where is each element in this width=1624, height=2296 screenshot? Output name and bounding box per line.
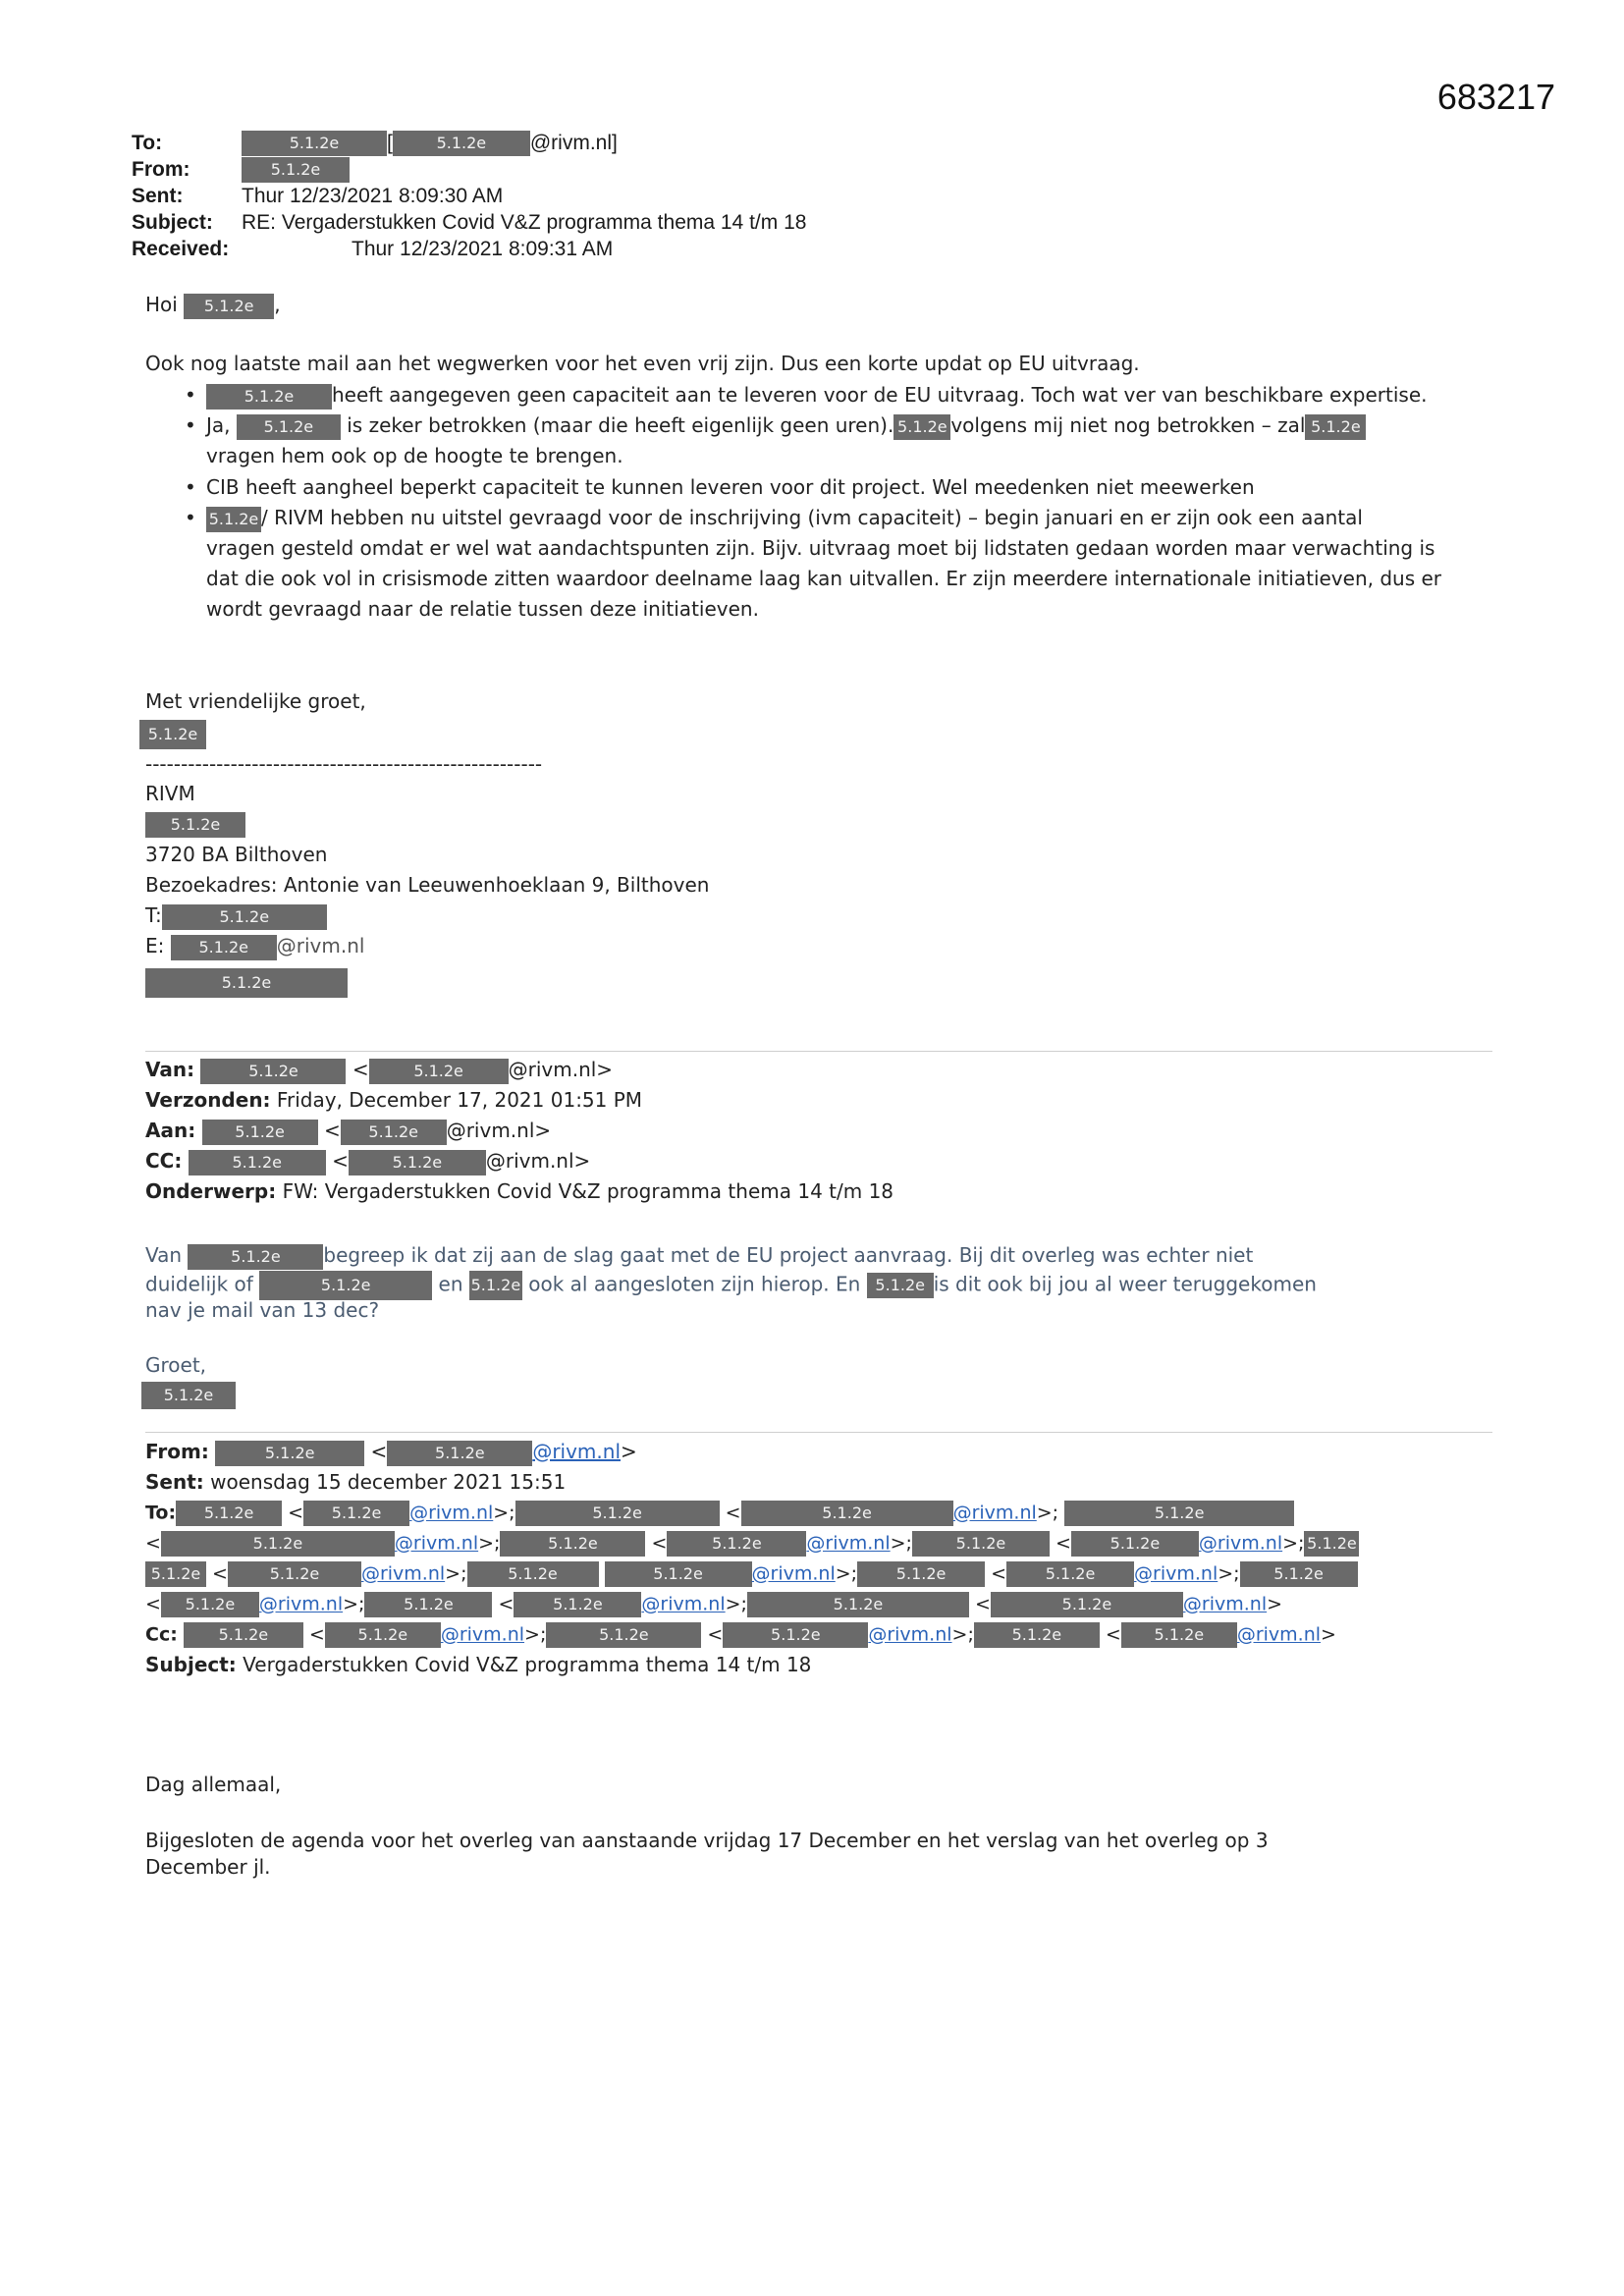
greeting: Hoi 5.1.2e , [145, 293, 281, 319]
redaction: 5.1.2e [200, 1059, 346, 1084]
redaction: 5.1.2e [515, 1501, 720, 1526]
redaction: 5.1.2e [747, 1592, 969, 1617]
redaction: 5.1.2e [202, 1120, 318, 1145]
bullet-4-line2: vragen gesteld omdat er wel wat aandachtspunten zijn. Bijv. uitvraag moet bij lidstaten gedaan worden maar verwachting is [206, 536, 1435, 560]
redaction: 5.1.2e [667, 1531, 806, 1557]
signature-phone: T: 5.1.2e [145, 903, 327, 930]
redaction: 5.1.2e [546, 1622, 701, 1648]
redaction: 5.1.2e [1304, 1531, 1359, 1557]
redaction: 5.1.2e [469, 1271, 522, 1300]
redaction: 5.1.2e [1121, 1622, 1237, 1648]
redaction: 5.1.2e [723, 1622, 868, 1648]
redaction: 5.1.2e [991, 1592, 1183, 1617]
m2-cc: CC: 5.1.2e < 5.1.2e @rivm.nl> [145, 1149, 590, 1175]
redaction: 5.1.2e [189, 1150, 326, 1175]
redaction: 5.1.2e [393, 131, 530, 156]
redaction: 5.1.2e [500, 1531, 645, 1557]
header-to: To: 5.1.2e [ 5.1.2e @rivm.nl] [132, 130, 618, 156]
m2-para-line1: Van 5.1.2e begreep ik dat zij aan de slag gaat met de EU project aanvraag. Bij dit overleg was echter niet [145, 1243, 1253, 1270]
redaction: 5.1.2e [145, 1561, 206, 1587]
m3-to-line4: < 5.1.2e @rivm.nl>; 5.1.2e < 5.1.2e @rivm.nl>; 5.1.2e < 5.1.2e @rivm.nl> [145, 1592, 1282, 1617]
redaction: 5.1.2e [1071, 1531, 1199, 1557]
bullet-4-line3: dat die ook vol in crisismode zitten waardoor deelname laag kan uitvallen. Er zijn meerdere internationale initiatieven, dus er [206, 567, 1442, 590]
m3-subject: Subject: Vergaderstukken Covid V&Z programma thema 14 t/m 18 [145, 1653, 812, 1676]
redaction: 5.1.2e [145, 968, 348, 998]
bullet-3: • CIB heeft aangheel beperkt capaciteit te kunnen leveren voor dit project. Wel meedenken niet meewerken [206, 475, 1255, 499]
closing: Met vriendelijke groet, [145, 689, 366, 713]
m2-para-line3: nav je mail van 13 dec? [145, 1298, 380, 1322]
signature-org: RIVM [145, 782, 195, 805]
header-received: Received: Thur 12/23/2021 8:09:31 AM [132, 238, 614, 260]
redaction: 5.1.2e [1240, 1561, 1358, 1587]
redaction: 5.1.2e [364, 1592, 492, 1617]
m2-van: Van: 5.1.2e < 5.1.2e @rivm.nl> [145, 1058, 613, 1084]
m2-aan: Aan: 5.1.2e < 5.1.2e @rivm.nl> [145, 1119, 551, 1145]
m3-greeting: Dag allemaal, [145, 1773, 282, 1796]
bullet-1: • 5.1.2e heeft aangegeven geen capaciteit aan te leveren voor de EU uitvraag. Toch wat ver van beschikbare expertise. [206, 383, 1428, 410]
m2-onderwerp: Onderwerp: FW: Vergaderstukken Covid V&Z programma thema 14 t/m 18 [145, 1179, 894, 1203]
m3-from: From: 5.1.2e < 5.1.2e @rivm.nl> [145, 1440, 637, 1466]
signature-dept [145, 812, 245, 838]
redaction: 5.1.2e [141, 1382, 236, 1409]
redaction: 5.1.2e [215, 1441, 364, 1466]
header-subject: Subject: RE: Vergaderstukken Covid V&Z programma thema 14 t/m 18 [132, 211, 807, 234]
m3-body-line1: Bijgesloten de agenda voor het overleg van aanstaande vrijdag 17 December en het verslag van het overleg op 3 [145, 1829, 1269, 1852]
intro-text: Ook nog laatste mail aan het wegwerken voor het even vrij zijn. Dus een korte updat op EU uitvraag. [145, 352, 1140, 375]
m3-sent: Sent: woensdag 15 december 2021 15:51 [145, 1470, 567, 1494]
header-sent: Sent: Thur 12/23/2021 8:09:30 AM [132, 185, 504, 207]
redaction: 5.1.2e [206, 384, 332, 410]
redaction: 5.1.2e [1064, 1501, 1294, 1526]
m3-to-line2: < 5.1.2e @rivm.nl>; 5.1.2e < 5.1.2e @rivm.nl>; 5.1.2e < 5.1.2e @rivm.nl>; 5.1.2e [145, 1531, 1359, 1557]
redaction: 5.1.2e [139, 720, 206, 749]
redaction: 5.1.2e [161, 1531, 395, 1557]
redaction: 5.1.2e [467, 1561, 599, 1587]
m3-body-line2: December jl. [145, 1855, 271, 1879]
redaction: 5.1.2e [514, 1592, 641, 1617]
redaction: 5.1.2e [184, 1622, 303, 1648]
redaction: 5.1.2e [912, 1531, 1050, 1557]
redaction: 5.1.2e [145, 812, 245, 838]
redaction: 5.1.2e [206, 507, 261, 532]
redaction: 5.1.2e [341, 1120, 447, 1145]
bullet-2-cont: vragen hem ook op de hoogte te brengen. [206, 444, 623, 467]
redaction: 5.1.2e [893, 414, 950, 440]
divider [145, 1051, 1492, 1052]
redaction: 5.1.2e [242, 157, 350, 183]
signature-postal: 3720 BA Bilthoven [145, 843, 328, 866]
signature-dashes: -------------------------------------------------------- [145, 752, 543, 776]
signature-extra [145, 968, 348, 998]
redaction: 5.1.2e [857, 1561, 985, 1587]
redaction: 5.1.2e [161, 1592, 259, 1617]
bullet-4-line4: wordt gevraagd naar de relatie tussen deze initiatieven. [206, 597, 759, 621]
bullet-4: • 5.1.2e / RIVM hebben nu uitstel gevraagd voor de inschrijving (ivm capaciteit) – begin januari en er zijn ook een aantal [206, 506, 1363, 532]
redaction: 5.1.2e [369, 1059, 509, 1084]
m3-to-line1: To: 5.1.2e < 5.1.2e @rivm.nl>; 5.1.2e < 5.1.2e @rivm.nl>; 5.1.2e [145, 1501, 1294, 1526]
redaction: 5.1.2e [303, 1501, 409, 1526]
redaction: 5.1.2e [184, 294, 274, 319]
redaction: 5.1.2e [867, 1273, 934, 1298]
m2-sender [141, 1382, 236, 1409]
m2-para-line2: duidelijk of 5.1.2e en 5.1.2e ook al aangesloten zijn hierop. En 5.1.2e is dit ook bij jou al weer teruggekomen [145, 1271, 1317, 1300]
redaction: 5.1.2e [741, 1501, 953, 1526]
redaction: 5.1.2e [228, 1561, 361, 1587]
redaction: 5.1.2e [171, 935, 277, 960]
redaction: 5.1.2e [176, 1501, 282, 1526]
redaction: 5.1.2e [605, 1561, 752, 1587]
redaction: 5.1.2e [1305, 414, 1366, 440]
signature-email: E: 5.1.2e @rivm.nl [145, 934, 364, 960]
redaction: 5.1.2e [188, 1244, 323, 1270]
redaction: 5.1.2e [237, 414, 341, 440]
redaction: 5.1.2e [162, 904, 327, 930]
redaction: 5.1.2e [242, 131, 387, 156]
redaction: 5.1.2e [325, 1622, 441, 1648]
signature-name [139, 720, 206, 749]
m2-groet: Groet, [145, 1353, 207, 1377]
divider [145, 1432, 1492, 1433]
signature-visit: Bezoekadres: Antonie van Leeuwenhoeklaan 9, Bilthoven [145, 873, 710, 897]
redaction: 5.1.2e [387, 1441, 532, 1466]
redaction: 5.1.2e [349, 1150, 486, 1175]
m3-cc: Cc: 5.1.2e < 5.1.2e @rivm.nl>; 5.1.2e < 5.1.2e @rivm.nl>; 5.1.2e < 5.1.2e @rivm.nl> [145, 1622, 1336, 1648]
m2-verzonden: Verzonden: Friday, December 17, 2021 01:51 PM [145, 1088, 643, 1112]
bullet-2: • Ja, 5.1.2e is zeker betrokken (maar die heeft eigenlijk geen uren). 5.1.2e volgens mij niet nog betrokken – zal 5.1.2e [206, 413, 1366, 440]
document-id: 683217 [1436, 77, 1555, 117]
m3-to-line3: 5.1.2e < 5.1.2e @rivm.nl>; 5.1.2e 5.1.2e @rivm.nl>; 5.1.2e < 5.1.2e @rivm.nl>; 5.1.2e [145, 1561, 1358, 1587]
redaction: 5.1.2e [1006, 1561, 1134, 1587]
header-from: From: 5.1.2e [132, 156, 350, 183]
redaction: 5.1.2e [259, 1271, 432, 1300]
redaction: 5.1.2e [974, 1622, 1100, 1648]
